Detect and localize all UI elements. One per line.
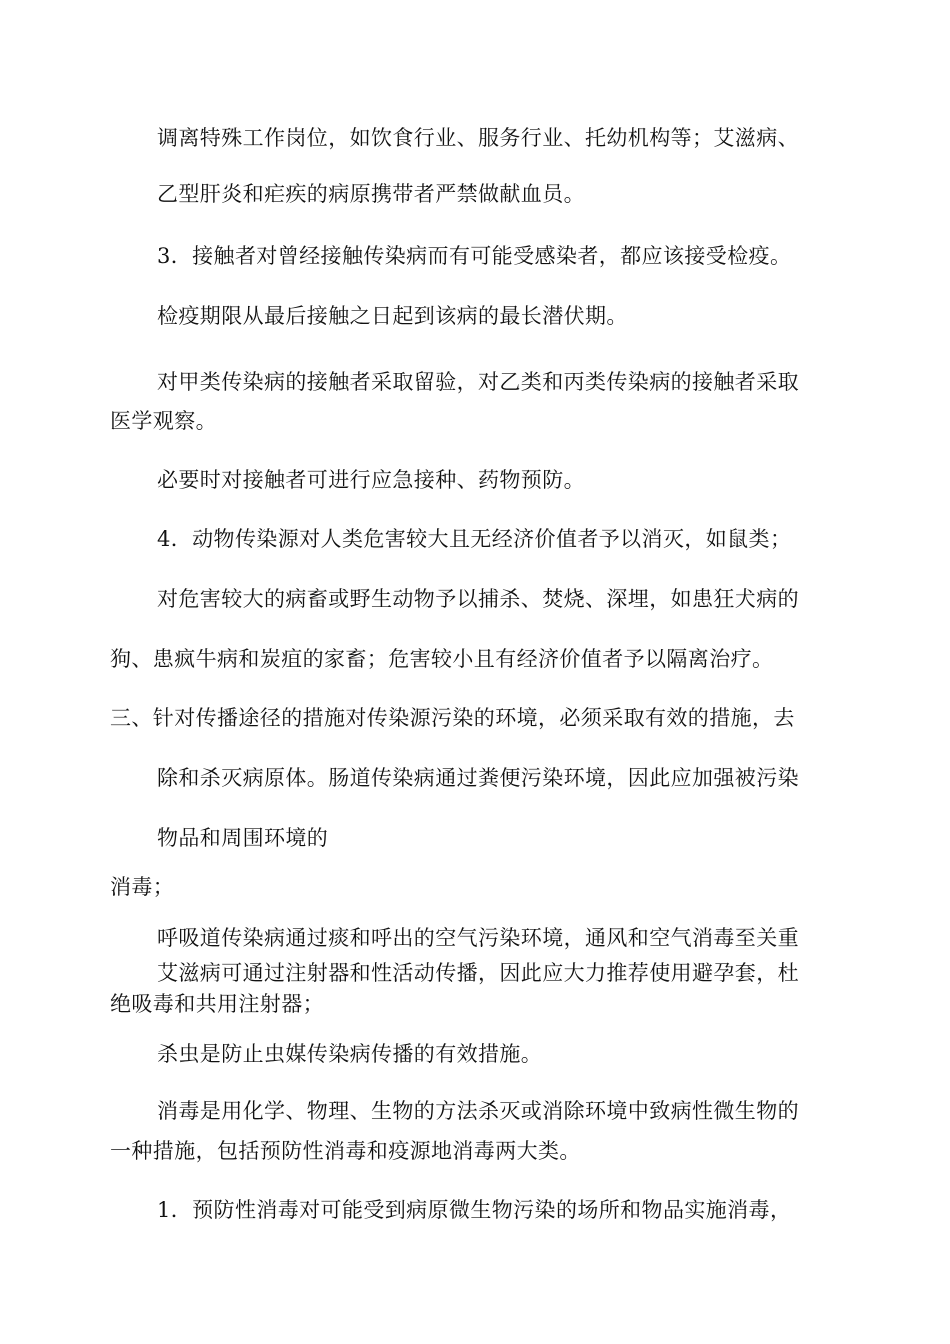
text-line: 乙型肝炎和疟疾的病原携带者严禁做献血员。 (157, 182, 585, 206)
text-line: 消毒是用化学、物理、生物的方法杀灭或消除环境中致病性微生物的 (157, 1099, 799, 1123)
text-line: 检疫期限从最后接触之日起到该病的最长潜伏期。 (157, 304, 628, 328)
text-line: 三、针对传播途径的措施对传染源污染的环境，必须采取有效的措施，去 (110, 706, 795, 730)
text-line: 消毒； (110, 875, 175, 899)
text-line: 对甲类传染病的接触者采取留验，对乙类和丙类传染病的接触者采取 (157, 370, 799, 394)
text-line: 医学观察。 (110, 409, 217, 433)
text-line: 3．接触者对曾经接触传染病而有可能受感染者，都应该接受检疫。 (157, 244, 792, 268)
text-line: 艾滋病可通过注射器和性活动传播，因此应大力推荐使用避孕套，杜 (157, 961, 799, 985)
text-line: 必要时对接触者可进行应急接种、药物预防。 (157, 468, 585, 492)
text-line: 狗、患疯牛病和炭疽的家畜；危害较小且有经济价值者予以隔离治疗。 (110, 647, 774, 671)
text-line: 杀虫是防止虫媒传染病传播的有效措施。 (157, 1042, 543, 1066)
text-line: 调离特殊工作岗位，如饮食行业、服务行业、托幼机构等；艾滋病、 (157, 126, 799, 150)
text-line: 一种措施，包括预防性消毒和疫源地消毒两大类。 (110, 1139, 581, 1163)
text-line: 绝吸毒和共用注射器； (110, 992, 324, 1016)
text-line: 对危害较大的病畜或野生动物予以捕杀、焚烧、深埋，如患狂犬病的 (157, 587, 799, 611)
text-line: 1．预防性消毒对可能受到病原微生物污染的场所和物品实施消毒， (157, 1198, 792, 1222)
text-line: 除和杀灭病原体。肠道传染病通过粪便污染环境，因此应加强被污染 (157, 766, 799, 790)
text-line: 呼吸道传染病通过痰和呼出的空气污染环境，通风和空气消毒至关重 (157, 926, 799, 950)
text-line: 物品和周围环境的 (157, 826, 329, 850)
text-line: 4．动物传染源对人类危害较大且无经济价值者予以消灭，如鼠类； (157, 527, 792, 551)
